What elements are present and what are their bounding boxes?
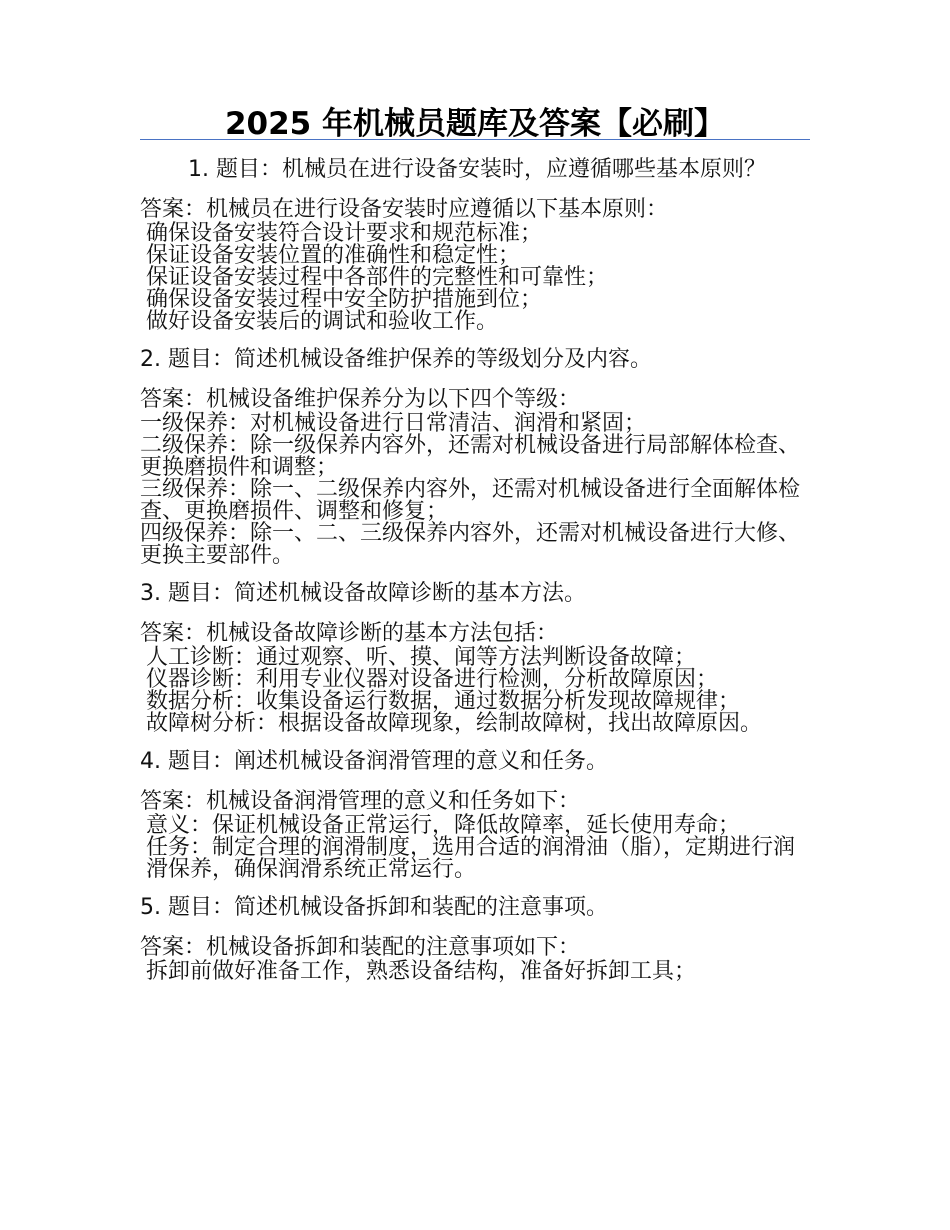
answer-1-line: 保证设备安装过程中各部件的完整性和可靠性； [146,265,609,290]
answer-5-lead: 答案：机械设备拆卸和装配的注意事项如下： [140,935,581,960]
answer-1-lead: 答案：机械员在进行设备安装时应遵循以下基本原则： [140,197,669,222]
qa-section-1 [140,157,812,333]
question-4: 4. 题目：阐述机械设备润滑管理的意义和任务。 [140,749,608,774]
answer-2-line: 二级保养：除一级保养内容外，还需对机械设备进行局部解体检查、更换磨损件和调整； [140,433,801,480]
qa-section-5 [140,895,812,983]
answer-3-line: 人工诊断：通过观察、听、摸、闻等方法判断设备故障； [146,645,697,670]
title-underline [140,139,810,140]
answer-1-line: 做好设备安装后的调试和验收工作。 [146,309,499,334]
answer-2-lead: 答案：机械设备维护保养分为以下四个等级： [140,387,581,412]
qa-section-3 [140,581,812,735]
answer-1-line: 保证设备安装位置的准确性和稳定性； [146,243,521,268]
answer-4-lead: 答案：机械设备润滑管理的意义和任务如下： [140,789,581,814]
qa-section-4 [140,749,812,881]
answer-4-line: 任务：制定合理的润滑制度，选用合适的润滑油（脂），定期进行润滑保养，确保润滑系统正常运行。 [146,835,796,882]
answer-2-line: 一级保养：对机械设备进行日常清洁、润滑和紧固； [140,411,647,436]
question-5: 5. 题目：简述机械设备拆卸和装配的注意事项。 [140,895,608,920]
answer-2-line: 四级保养：除一、二、三级保养内容外，还需对机械设备进行大修、更换主要部件。 [140,521,801,568]
answer-3-lead: 答案：机械设备故障诊断的基本方法包括： [140,621,559,646]
answer-2-line: 三级保养：除一、二级保养内容外，还需对机械设备进行全面解体检查、更换磨损件、调整和修复； [140,477,801,524]
answer-3-line: 数据分析：收集设备运行数据，通过数据分析发现故障规律； [146,689,741,714]
question-3: 3. 题目：简述机械设备故障诊断的基本方法。 [140,581,586,606]
question-1: 1. 题目：机械员在进行设备安装时，应遵循哪些基本原则？ [188,157,766,182]
answer-3-line: 仪器诊断：利用专业仪器对设备进行检测，分析故障原因； [146,667,719,692]
page-title: 2025 年机械员题库及答案【必刷】 [224,106,726,142]
answer-5-line: 拆卸前做好准备工作，熟悉设备结构，准备好拆卸工具； [146,959,697,984]
qa-section-2 [140,347,812,567]
answer-4-line: 意义：保证机械设备正常运行，降低故障率，延长使用寿命； [146,813,741,838]
answer-1-line: 确保设备安装符合设计要求和规范标准； [146,221,543,246]
document-body [140,157,812,997]
answer-1-line: 确保设备安装过程中安全防护措施到位； [146,287,543,312]
answer-3-line: 故障树分析：根据设备故障现象，绘制故障树，找出故障原因。 [146,711,763,736]
question-2: 2. 题目：简述机械设备维护保养的等级划分及内容。 [140,347,652,372]
